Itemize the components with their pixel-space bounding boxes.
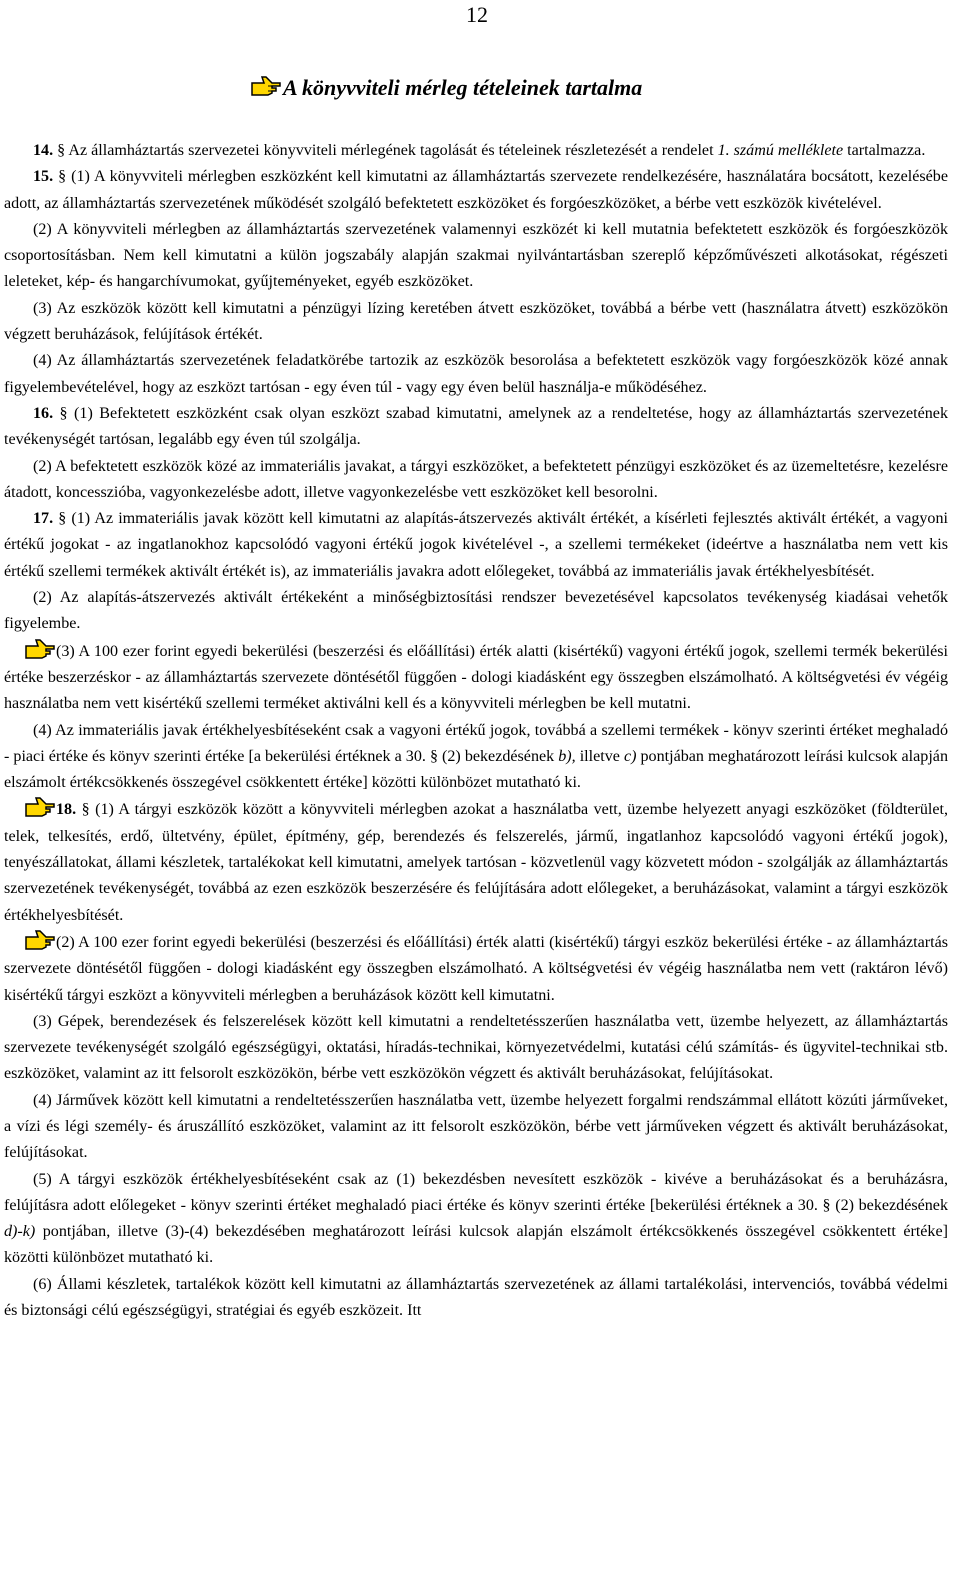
pointing-hand-icon	[24, 638, 56, 660]
paragraph-16-2: (2) A befektetett eszközök közé az immateriális javakat, a tárgyi eszközöket, a befektetett pénzügyi eszközöket és az üzemeltetésre, kezelésre átadott, koncesszióba, vagyonkezelésbe adott, illetve vagyonkezelésbe vett eszközöket kell besorolni.	[4, 457, 948, 501]
paragraph-text: pontjában meghatározott leírási kulcsok alapján elszámolt értékcsökkenés összegével csökkentett értéke] közötti különbözet mutatható ki.	[4, 747, 948, 792]
paragraph-17-1	[4, 506, 948, 585]
paragraph-16-1	[4, 401, 948, 454]
section-number: 14.	[33, 142, 54, 159]
paragraph-text: § (1) Befektetett eszközként csak olyan eszközt szabad kimutatni, amelynek az a rendeltetése, hogy az államháztartás szervezetének tevékenységét tartósan, legalább egy éven túl szolgálja.	[4, 404, 948, 449]
section-number: 16.	[33, 404, 54, 422]
paragraph-15-3: (3) Az eszközök között kell kimutatni a pénzügyi lízing keretében átvett eszközöket, továbbá a bérbe vett (használatra átvett) eszközökön végzett beruházások, felújítások értékét.	[4, 299, 948, 344]
paragraph-18-1	[4, 796, 948, 928]
section-number: 17.	[33, 510, 54, 528]
paragraph-18-2	[4, 929, 948, 1009]
paragraph-text: § (1) A tárgyi eszközök között a könyvviteli mérlegben azokat a használatba vett, üzembe helyezett anyagi eszközöket (földterület, telek, telkesítés, erdő, ültetvény, épület, építmény, gép, berendezés és felszerelés, jármű, ingatlanhoz kapcsolódó vagyoni értékű jogok), tenyészállatokat, állami készletek, tartalékokat kell kimutatni, amelyek tartósan - közvetlenül vagy közvetett módon - szolgálják az államháztartás szervezetének tevékenységét, továbbá az ezen eszközök beszerzésére és felújítására adott előlegeket, a beruházásokat, valamint a tárgyi eszközök értékhelyesbítését.	[4, 801, 948, 924]
italic-text: b),	[558, 747, 576, 765]
section-heading	[250, 74, 642, 102]
paragraph-15-2: (2) A könyvviteli mérlegben az államháztartás szervezetének valamennyi eszközét ki kell mutatnia befektetett eszközök és forgóeszközök csoportosításban. Nem kell kimutatni a külön jogszabály alapján szakmai nyilvántartásban szereplő képzőművészeti alkotásokat, régészeti leleteket, kép- és hangarchívumokat, gyűjteményeket, egyéb eszközöket.	[4, 220, 948, 291]
paragraph-text: (5) A tárgyi eszközök értékhelyesbítéseként csak az (1) bekezdésben nevesített eszközök - kivéve a beruházásokat és a beruházásra, felújításra adott előlegeket - könyv szerinti értéket meghaladó piaci értéke és könyv szerinti értéke [bekerülési értéknek a 30. § (2) bekezdésének	[4, 1170, 948, 1214]
paragraph-17-3	[4, 638, 948, 718]
section-number: 15.	[33, 168, 54, 186]
paragraph-text: § (1) Az immateriális javak között kell kimutatni az alapítás-átszervezés aktivált értékét, a kísérleti fejlesztés aktivált értékét, a vagyoni értékű jogokat - az ingatlanokhoz kapcsolódó vagyoni értékű jogok kivételével -, a szellemi termékeket (ideértve a használatba nem vett kis értékű szellemi termékek aktivált értékét is), az immateriális javakra adott előlegeket, továbbá az immateriális javak értékhelyesbítését.	[4, 510, 948, 580]
paragraph-text: illetve	[575, 747, 624, 765]
italic-text: d)-k)	[4, 1223, 36, 1241]
pointing-hand-icon	[24, 796, 56, 818]
section-number: 18.	[56, 801, 77, 819]
paragraph-18-3: (3) Gépek, berendezések és felszerelések között kell kimutatni a rendeltetésszerűen használatba vett, üzembe helyezett, az államháztartás szervezete tevékenységét szolgáló egészségügyi, oktatási, híradás-technikai, környezetvédelmi, kutatási célú számítás- és ügyvitel-technikai stb. eszközöket, valamint az itt felsorolt eszközökön, bérbe vett eszközökön végzett és aktivált beruházásokat, felújításokat.	[4, 1012, 948, 1083]
page-number: 12	[466, 2, 488, 27]
paragraph-15-1	[4, 164, 948, 217]
paragraph-text: (3) A 100 ezer forint egyedi bekerülési (beszerzési és előállítási) érték alatti (kisértékű) vagyoni értékű jogok, szellemi termék bekerülési értéke beszerzéskor - az államháztartás szervezete döntésétől függően - dologi kiadásként egy összegben elszámolható. A költségvetési év végéig használatba nem vett kisértékű szellemi terméket aktiválni kell és a könyvviteli mérlegben be kell mutatni.	[4, 642, 948, 713]
document-body	[4, 138, 948, 1324]
italic-text: c)	[623, 747, 637, 765]
pointing-hand-icon	[250, 75, 282, 97]
heading-text: A könyvviteli mérleg tételeinek tartalma	[283, 75, 643, 100]
pointing-hand-icon	[24, 929, 56, 951]
paragraph-text: pontjában, illetve (3)-(4) bekezdésében meghatározott leírási kulcsok alapján elszámolt értékcsökkenés összegével csökkentett értéke] közötti különbözet mutatható ki.	[4, 1223, 948, 1267]
paragraph-text: (4) Az immateriális javak értékhelyesbítéseként csak a vagyoni értékű jogok, továbbá a szellemi termékek - könyv szerinti értéket meghaladó - piaci értéke és könyv szerinti értéke [a bekerülési értéknek a 30. § (2) bekezdésének	[4, 721, 948, 765]
paragraph-text: § (1) A könyvviteli mérlegben eszközként kell kimutatni az államháztartás szervezete rendelkezésére, használatára bocsátott, kezelésébe adott, az államháztartás szervezetének működését szolgáló befektetett eszközöket és forgóeszközöket, a bérbe vett eszközök kivételével.	[4, 168, 948, 212]
paragraph-18-5	[4, 1167, 948, 1272]
paragraph-15-4: (4) Az államháztartás szervezetének feladatkörébe tartozik az eszközök besorolása a befektetett eszközök vagy forgóeszközök közé annak figyelembevételével, hogy az eszközt tartósan - egy éven túl - vagy egy éven belül használja-e működéséhez.	[4, 352, 948, 396]
paragraph-17-2: (2) Az alapítás-átszervezés aktivált értékeként a minőségbiztosítási rendszer bevezetésével kapcsolatos tevékenység kiadásai vehetők figyelembe.	[4, 589, 948, 633]
paragraph-17-4	[4, 718, 948, 797]
paragraph-18-6: (6) Állami készletek, tartalékok között kell kimutatni az államháztartás szervezetének az állami tartalékolási, intervenciós, továbbá védelmi és biztonsági célú egészségügyi, stratégiai és egyéb eszközeit. Itt	[4, 1275, 948, 1320]
paragraph-14	[4, 138, 948, 164]
paragraph-text: (2) A 100 ezer forint egyedi bekerülési (beszerzési és előállítási) érték alatti (kisértékű) tárgyi eszköz bekerülési értéke - az államháztartás szervezete döntésétől függően - dologi kiadásként egy összegben elszámolható. A költségvetési év végéig használatba nem vett (raktáron lévő) kisértékű tárgyi eszközt a könyvviteli mérlegben a beruházások között kell kimutatni.	[4, 933, 948, 1004]
paragraph-text: tartalmazza.	[843, 142, 926, 159]
italic-text: 1. számú melléklete	[717, 142, 844, 159]
paragraph-18-4: (4) Járművek között kell kimutatni a rendeltetésszerűen használatba vett, üzembe helyezett forgalmi rendszámmal ellátott közúti járműveket, a vízi és légi személy- és áruszállító eszközöket, valamint az itt felsorolt eszközökön, bérbe vett járműveken végzett és aktivált beruházásokat, felújításokat.	[4, 1091, 948, 1162]
paragraph-text: § Az államháztartás szervezetei könyvviteli mérlegének tagolását és tételeinek részletezését a rendelet	[53, 142, 718, 159]
